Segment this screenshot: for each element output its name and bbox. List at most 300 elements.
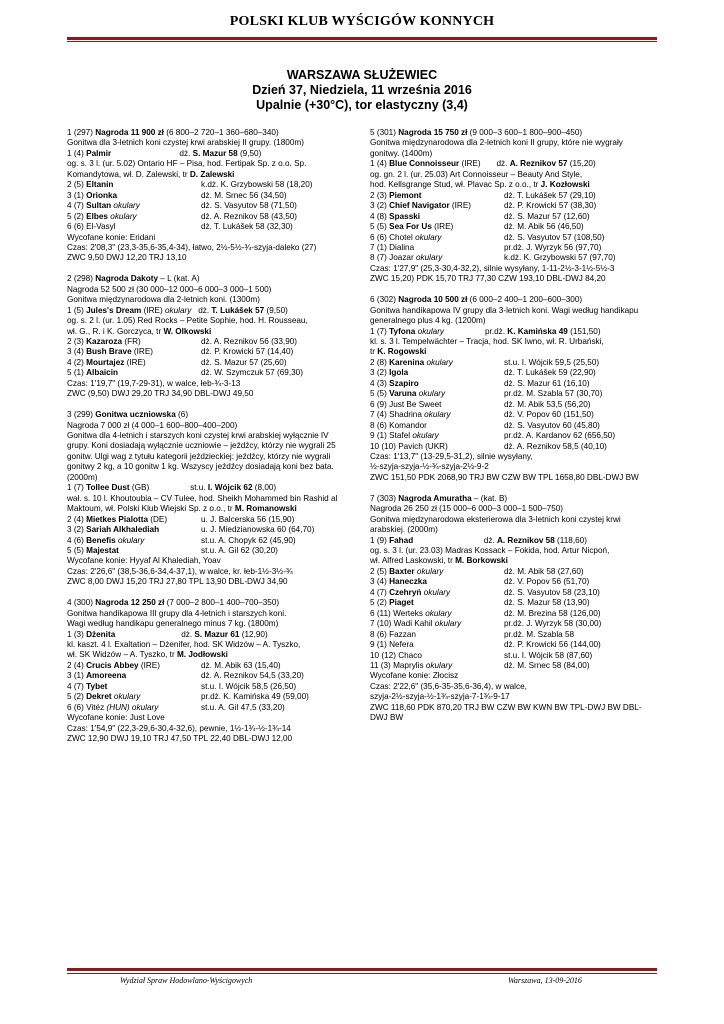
finisher-horse bbox=[67, 671, 201, 681]
finisher-name: Fazzan bbox=[389, 629, 416, 639]
finisher-name: Crucis Abbey bbox=[86, 660, 139, 670]
finisher-horse bbox=[67, 222, 201, 232]
finisher-horse bbox=[67, 546, 201, 556]
finisher-row bbox=[67, 692, 349, 702]
finisher-row bbox=[67, 337, 349, 347]
finisher-name: Sultan bbox=[86, 201, 112, 211]
winner-text: Blue Connoisseur bbox=[389, 159, 460, 169]
race-heading bbox=[67, 598, 349, 608]
finisher-position: 4 (7) bbox=[67, 681, 87, 691]
pedigree-text: kl. s. 3 l. Tempelwächter – Tracja, hod. SK Iwno, wł. R. Urbański, bbox=[370, 337, 604, 346]
winner-text: (9,50) bbox=[237, 148, 262, 158]
pedigree-text: W. Olkowski bbox=[163, 326, 212, 336]
winner-pedigree bbox=[370, 337, 652, 347]
finisher-suffix: okulary bbox=[111, 692, 141, 702]
finisher-horse bbox=[370, 431, 504, 441]
finisher-row bbox=[370, 421, 652, 431]
finisher-position: 2 (5) bbox=[370, 566, 390, 576]
finisher-row bbox=[370, 661, 652, 671]
finisher-suffix: (IRE) bbox=[124, 357, 146, 367]
finisher-suffix: okulary bbox=[421, 410, 451, 420]
winner-text: I. Wójcik 62 bbox=[207, 483, 253, 493]
finisher-row bbox=[67, 671, 349, 681]
finisher-horse bbox=[370, 661, 504, 671]
race-description: Nagroda 26 250 zł (15 000–6 000–3 000–1 500–750) bbox=[370, 504, 564, 514]
race-summary-line: ZWC (9,50) DWJ 29,20 TRJ 34,90 DBL-DWJ 49,50 bbox=[67, 389, 254, 399]
finisher-position: 9 (1) bbox=[370, 640, 390, 650]
finisher-row bbox=[67, 546, 349, 556]
winner-pedigree bbox=[370, 556, 652, 566]
pedigree-text: wł. Alfred Laskowski, tr bbox=[370, 556, 456, 566]
finisher-jockey: dż. S. Mazur 61 (16,10) bbox=[504, 378, 590, 388]
finisher-horse bbox=[67, 368, 201, 378]
page-header-title: POLSKI KLUB WYŚCIGÓW KONNYCH bbox=[229, 14, 495, 29]
winner-text: Palmir bbox=[86, 148, 112, 158]
finisher-row bbox=[370, 191, 652, 201]
winner-line bbox=[370, 327, 652, 337]
finisher-name: Benefis bbox=[86, 535, 116, 545]
winner-text: dż. bbox=[413, 535, 497, 545]
winner-text: (12,90) bbox=[239, 629, 268, 639]
winner-text: S. Mazur 58 bbox=[192, 148, 238, 158]
race-summary-line: Wycofane konie: Hyyaf Al Khalediah, Yoav bbox=[67, 556, 221, 566]
race-description: Nagroda 52 500 zł (30 000–12 000–6 000–3 000–1 500) bbox=[67, 284, 272, 294]
finisher-position: 4 (2) bbox=[67, 357, 87, 367]
finisher-suffix: okulary bbox=[432, 619, 462, 629]
race-block bbox=[67, 128, 349, 264]
finisher-horse bbox=[67, 347, 201, 357]
race-heading bbox=[370, 128, 652, 138]
finisher-row bbox=[370, 567, 652, 577]
finisher-name: Szapiro bbox=[389, 378, 419, 388]
finisher-row bbox=[67, 661, 349, 671]
winner-text: dż. bbox=[111, 148, 193, 158]
finisher-jockey: dż. M. Brezina 58 (126,00) bbox=[504, 608, 601, 618]
finisher-name: Tybet bbox=[86, 681, 108, 691]
finisher-row bbox=[67, 525, 349, 535]
finisher-position: 3 (2) bbox=[67, 525, 87, 535]
finisher-name: Mourtajez bbox=[86, 357, 125, 367]
finisher-position: 3 (2) bbox=[370, 201, 390, 211]
race-heading-text: (301) bbox=[376, 128, 399, 137]
finisher-name: Varuna bbox=[389, 389, 417, 399]
race-heading-text: (297) bbox=[73, 128, 96, 137]
finisher-jockey: dż. P. Krowicki 56 (144,00) bbox=[504, 640, 601, 650]
finisher-name: Pavich bbox=[398, 441, 423, 451]
finisher-name: Komandor bbox=[389, 420, 427, 430]
footer-date: Warszawa, 13-09-2016 bbox=[508, 976, 582, 985]
finisher-jockey: dż. P. Krowicki 57 (14,40) bbox=[201, 347, 294, 357]
finisher-position: 6 (6) bbox=[67, 222, 87, 232]
finisher-name: Amoreena bbox=[86, 671, 127, 681]
finisher-suffix: okulary bbox=[413, 253, 443, 263]
finisher-position: 6 (11) bbox=[370, 608, 394, 618]
winner-text: (8,00) bbox=[252, 483, 277, 493]
finisher-jockey: k.dż. K. Grzybowski 58 (18,20) bbox=[201, 180, 313, 190]
winner-text: A. Reznikov 58 bbox=[496, 535, 555, 545]
finisher-suffix: okulary bbox=[410, 431, 439, 441]
finisher-jockey: dż. S. Vasyutov 57 (108,50) bbox=[504, 232, 605, 242]
finisher-name: Wadi Kahil bbox=[393, 619, 433, 629]
winner-text: (GB) st.u. bbox=[129, 483, 208, 493]
race-heading-text: 4 bbox=[67, 598, 74, 608]
pedigree-text: og. s. 3 l. (ur. 23.03) Madras Kossack – Fokida, hod. Artur Nicpoń, bbox=[370, 546, 610, 555]
finisher-row bbox=[67, 682, 349, 692]
finisher-jockey: st.u. I. Wójcik 58 (87,60) bbox=[504, 650, 593, 660]
winner-text: (151,50) bbox=[567, 326, 601, 336]
finisher-suffix: okulary bbox=[115, 535, 145, 545]
finisher-suffix: okulary bbox=[424, 357, 453, 367]
finisher-row bbox=[67, 201, 349, 211]
finisher-name: Maprylis bbox=[393, 660, 424, 670]
pedigree-text: kl. kaszt. 4 l. Exaltation – Dżenifer, hod. SK Widzów – A. Tyszko, bbox=[67, 640, 301, 650]
race-block bbox=[370, 494, 652, 724]
race-heading bbox=[370, 494, 652, 504]
winner-line bbox=[67, 149, 349, 159]
finisher-position: 7 (4) bbox=[370, 410, 390, 420]
finisher-jockey: dż. M. Abik 56 (46,50) bbox=[504, 222, 584, 232]
race-heading-text: (298) bbox=[73, 274, 96, 284]
footer-rule bbox=[67, 968, 657, 971]
finisher-horse bbox=[67, 525, 201, 535]
race-description: Gonitwa handikapowa IV grupy dla 3-letnich koni. Wagi według handikapu generalnego plus 4 kg. (1200m) bbox=[370, 305, 639, 326]
finisher-position: 8 (6) bbox=[370, 629, 390, 639]
pedigree-text: og. s. 3 l. (ur. 5.02) Ontario HF – Pisa, hod. Fertipak Sp. z o.o. Sp. bbox=[67, 159, 307, 169]
race-description: Gonitwa dla 3-letnich koni czystej krwi arabskiej II grupy. (1800m) bbox=[67, 138, 304, 148]
finisher-horse bbox=[67, 692, 201, 702]
finisher-position: 10 (12) bbox=[370, 650, 399, 660]
finisher-jockey: dż. W. Szymczuk 57 (69,30) bbox=[201, 368, 303, 378]
finisher-name: Bush Brave bbox=[86, 347, 132, 357]
race-heading-text: (300) bbox=[73, 598, 96, 608]
winner-text: Tyfona bbox=[389, 326, 416, 336]
finisher-jockey: pr.dż. K. Kamińska 49 (59,00) bbox=[201, 692, 309, 702]
winner-text: 1 (7) bbox=[67, 483, 87, 493]
race-summary-line: Czas: 1'13,7" (13-29,5-31,2), silnie wysyłany, bbox=[370, 451, 533, 461]
finisher-position: 2 (5) bbox=[67, 180, 87, 190]
pedigree-text: M. Jodłowski bbox=[176, 650, 228, 660]
winner-text: K. Kamińska 49 bbox=[507, 326, 568, 336]
finisher-name: Piaget bbox=[389, 598, 414, 608]
finisher-suffix: okulary bbox=[412, 232, 442, 242]
race-summary-line: ZWC 118,60 PDK 870,20 TRJ BW CZW BW KWN BW TPL-DWJ BW DBL-DWJ BW bbox=[370, 702, 642, 723]
finisher-horse bbox=[370, 442, 504, 452]
race-heading-text: – (kat. B) bbox=[471, 493, 508, 503]
finisher-position: 8 (7) bbox=[370, 253, 390, 263]
finisher-name: Dekret bbox=[86, 692, 112, 702]
finisher-name: Nefera bbox=[389, 640, 414, 650]
finisher-horse bbox=[370, 567, 504, 577]
finisher-horse bbox=[370, 630, 504, 640]
finisher-name: Mietkes Pialotta bbox=[86, 514, 149, 524]
results-column-left bbox=[67, 128, 349, 755]
race-heading bbox=[67, 128, 349, 138]
race-description: Gonitwa międzynarodowa eksterierowa dla 3-letnich koni czystej krwi arabskiej. (2000m) bbox=[370, 514, 621, 535]
winner-pedigree bbox=[67, 316, 349, 326]
race-heading-text: 5 bbox=[370, 128, 377, 137]
race-heading-text: Nagroda Amuratha bbox=[398, 493, 472, 503]
winner-line bbox=[370, 159, 652, 169]
race-heading-text: Nagroda 12 250 zł bbox=[95, 598, 165, 608]
race-summary-line: ZWC 151,50 PDK 2068,90 TRJ BW CZW BW TPL 1658,80 DBL-DWJ BW bbox=[370, 472, 639, 482]
finisher-name: Chaco bbox=[398, 650, 422, 660]
event-conditions: Upalnie (+30°C), tor elastyczny (3,4) bbox=[256, 98, 468, 112]
finisher-name: Orionka bbox=[86, 190, 118, 200]
finisher-jockey: dż. A. Reznikov 54,5 (33,20) bbox=[201, 671, 304, 681]
race-heading-text: 7 bbox=[370, 493, 377, 503]
finisher-name: Shadrina bbox=[389, 410, 422, 420]
race-heading bbox=[67, 410, 349, 420]
finisher-name: Just Be Sweet bbox=[389, 399, 442, 409]
race-summary-line: ½-szyja-szyja-½-¾-szyja-2½-9-2 bbox=[370, 462, 489, 472]
race-heading-text: (299) bbox=[73, 410, 96, 420]
finisher-name: Piemont bbox=[389, 190, 422, 200]
finisher-name: Werteks bbox=[393, 608, 423, 618]
finisher-suffix: (HUN) okulary bbox=[104, 702, 159, 712]
finisher-row bbox=[67, 515, 349, 525]
winner-pedigree bbox=[67, 327, 349, 337]
finisher-jockey: st.u. I. Wójcik 58,5 (26,50) bbox=[201, 681, 297, 691]
finisher-jockey: dż. V. Popov 60 (151,50) bbox=[504, 410, 594, 420]
winner-text: S. Mazur 61 bbox=[194, 629, 240, 639]
finisher-row bbox=[370, 368, 652, 378]
race-description: Gonitwa międzynarodowa dla 2-letnich koni. (1300m) bbox=[67, 295, 260, 305]
race-heading-text: (6) bbox=[175, 410, 189, 420]
winner-line bbox=[67, 630, 349, 640]
finisher-position: 6 (9) bbox=[370, 399, 390, 409]
pedigree-text: og. gn. 2 l. (ur. 25.03) Art Connoisseur – Beauty And Style, bbox=[370, 169, 583, 179]
finisher-row bbox=[67, 358, 349, 368]
pedigree-text: K. Rogowski bbox=[377, 347, 427, 357]
winner-text: dż. bbox=[191, 305, 212, 315]
finisher-horse bbox=[67, 180, 201, 190]
finisher-suffix: okulary bbox=[414, 566, 444, 576]
finisher-position: 3 (1) bbox=[67, 671, 87, 681]
pedigree-text: tr bbox=[370, 347, 378, 357]
finisher-jockey: dż. T. Lukášek 58 (32,30) bbox=[201, 222, 293, 232]
race-heading-text: Gonitwa uczniowska bbox=[95, 410, 176, 420]
finisher-jockey: dż. M. Srnec 56 (34,50) bbox=[201, 190, 287, 200]
finisher-position: 3 (1) bbox=[67, 190, 87, 200]
finisher-horse bbox=[67, 358, 201, 368]
finisher-jockey: dż. S. Mazur 57 (25,60) bbox=[201, 357, 287, 367]
winner-text: okulary bbox=[415, 326, 445, 336]
race-heading-text: Nagroda Dakoty bbox=[95, 274, 159, 284]
finisher-row bbox=[370, 243, 652, 253]
finisher-row bbox=[67, 212, 349, 222]
winner-text: 1 (5) bbox=[67, 305, 87, 315]
finisher-name: Dialina bbox=[389, 242, 415, 252]
finisher-horse bbox=[370, 598, 504, 608]
footer-department: Wydział Spraw Hodowlano-Wyścigowych bbox=[120, 976, 253, 985]
race-description: Nagroda 7 000 zł (4 000–1 600–800–400–200) bbox=[67, 420, 238, 430]
finisher-horse bbox=[370, 212, 504, 222]
race-summary-line: Czas: 2'22,6" (35,6-35-35,6-36,4), w walce, bbox=[370, 681, 527, 691]
finisher-row bbox=[370, 577, 652, 587]
finisher-horse bbox=[370, 577, 504, 587]
race-summary-line: ZWC 8,00 DWJ 15,20 TRJ 27,80 TPL 13,90 DBL-DWJ 34,90 bbox=[67, 577, 288, 587]
finisher-name: Chotel bbox=[389, 232, 413, 242]
race-summary-line: Wycofane konie: Eridani bbox=[67, 232, 156, 242]
finisher-position: 2 (3) bbox=[67, 337, 87, 346]
finisher-horse bbox=[370, 410, 504, 420]
finisher-row bbox=[67, 222, 349, 232]
finisher-horse bbox=[67, 191, 201, 201]
footer-rule-thin bbox=[67, 973, 657, 974]
finisher-row bbox=[370, 379, 652, 389]
finisher-jockey: u. J. Balcerska 56 (15,90) bbox=[201, 514, 295, 524]
winner-text: Jules's Dream bbox=[86, 305, 142, 315]
winner-text: Fahad bbox=[389, 535, 414, 545]
finisher-suffix: (DE) bbox=[148, 514, 168, 524]
race-heading bbox=[67, 274, 349, 284]
finisher-suffix: (IRE) bbox=[431, 222, 454, 232]
winner-text: (9,50) bbox=[264, 305, 288, 315]
finisher-position: 9 (1) bbox=[370, 431, 390, 441]
finisher-jockey: dż. A. Reznikov 58 (43,50) bbox=[201, 211, 298, 221]
pedigree-text: Komandytowa, wł. D. Zalewski, tr bbox=[67, 169, 190, 179]
race-heading-text: (303) bbox=[376, 493, 399, 503]
finisher-position: 11 (3) bbox=[370, 660, 394, 670]
finisher-position: 6 (6) bbox=[67, 702, 87, 712]
header-rule bbox=[67, 37, 657, 40]
event-title: WARSZAWA SŁUŻEWIEC bbox=[286, 68, 438, 82]
finisher-row bbox=[370, 619, 652, 629]
race-summary-line: Wycofane konie: Złocisz bbox=[370, 671, 459, 681]
finisher-horse bbox=[67, 703, 201, 713]
race-heading-text: Nagroda 10 500 zł bbox=[398, 295, 468, 305]
finisher-horse bbox=[67, 661, 201, 671]
race-heading-text: Nagroda 15 750 zł bbox=[398, 128, 468, 137]
finisher-horse bbox=[370, 358, 504, 368]
race-block bbox=[370, 128, 652, 285]
finisher-position: 4 (3) bbox=[370, 378, 390, 388]
race-description: Gonitwa międzynarodowa dla 2-letnich koni II grupy, które nie wygrały gonitwy. (1400m) bbox=[370, 138, 623, 158]
pedigree-text: M. Borkowski bbox=[455, 556, 508, 566]
finisher-horse bbox=[370, 191, 504, 201]
finisher-position: 2 (4) bbox=[67, 514, 87, 524]
finisher-position: 4 (6) bbox=[67, 535, 87, 545]
finisher-jockey: dż. M. Abik 63 (15,40) bbox=[201, 660, 281, 670]
finisher-position: 2 (4) bbox=[67, 660, 87, 670]
pedigree-text: D. Zalewski bbox=[189, 169, 235, 179]
finisher-row bbox=[67, 368, 349, 378]
race-heading-text: 3 bbox=[67, 410, 74, 420]
winner-text: 1 (4) bbox=[370, 159, 390, 169]
winner-text: (15,20) bbox=[567, 159, 596, 169]
pedigree-text: hod. Kellsgrange Stud, wł. Plavac Sp. z o.o., tr bbox=[370, 180, 541, 190]
finisher-horse bbox=[67, 212, 201, 222]
finisher-suffix: okulary bbox=[111, 201, 140, 211]
pedigree-text: J. Kozłowski bbox=[540, 180, 590, 190]
winner-line bbox=[67, 483, 349, 493]
winner-line bbox=[370, 536, 652, 546]
finisher-jockey: pr.dż. J. Wyrzyk 58 (30,00) bbox=[504, 619, 602, 629]
finisher-position: 6 (6) bbox=[370, 232, 390, 242]
finisher-horse bbox=[370, 609, 504, 619]
finisher-row bbox=[370, 588, 652, 598]
winner-line bbox=[67, 306, 349, 316]
finisher-name: Baxter bbox=[389, 566, 415, 576]
race-heading-text: Nagroda 11 900 zł bbox=[95, 128, 164, 137]
finisher-horse bbox=[370, 640, 504, 650]
pedigree-text: M. Romanowski bbox=[234, 504, 297, 514]
finisher-horse bbox=[370, 201, 504, 211]
finisher-row bbox=[370, 431, 652, 441]
winner-pedigree bbox=[67, 494, 349, 515]
winner-pedigree bbox=[370, 347, 652, 357]
winner-text: Dżenita bbox=[86, 629, 116, 639]
finisher-horse bbox=[370, 368, 504, 378]
finisher-horse bbox=[370, 400, 504, 410]
finisher-name: Haneczka bbox=[389, 577, 427, 587]
finisher-jockey: st.u. A. Chopyk 62 (45,90) bbox=[201, 535, 296, 545]
finisher-row bbox=[370, 233, 652, 243]
race-summary-line: szyja-2½-szyja-½-1¾-szyja-7-1¾-9-17 bbox=[370, 692, 510, 702]
race-heading-text: (7 000–2 800–1 400–700–350) bbox=[164, 598, 280, 608]
winner-text: 1 (9) bbox=[370, 535, 390, 545]
race-summary-line: Czas: 2'08,3" (23,3-35,6-35,4-34), łatwo, 2½-5½-¾-szyja-daleko (27) bbox=[67, 242, 317, 252]
winner-text: T. Lukášek 57 bbox=[211, 305, 265, 315]
finisher-row bbox=[370, 212, 652, 222]
race-block bbox=[67, 274, 349, 399]
finisher-row bbox=[370, 222, 652, 232]
finisher-suffix: okulary bbox=[107, 211, 137, 221]
winner-text: A. Reznikov 57 bbox=[509, 159, 568, 169]
finisher-name: Joazar bbox=[389, 253, 414, 263]
finisher-horse bbox=[67, 337, 201, 347]
finisher-suffix: okulary bbox=[423, 660, 453, 670]
event-title-block bbox=[0, 68, 724, 113]
finisher-position: 4 (8) bbox=[370, 211, 390, 221]
winner-text: 1 (3) bbox=[67, 629, 87, 639]
finisher-horse bbox=[370, 233, 504, 243]
finisher-position: 8 (6) bbox=[370, 420, 390, 430]
finisher-row bbox=[370, 598, 652, 608]
finisher-name: Kazaroza bbox=[86, 337, 123, 346]
race-heading-text: 6 bbox=[370, 295, 377, 305]
finisher-name: Sea For Us bbox=[389, 222, 432, 232]
finisher-position: 2 (3) bbox=[370, 190, 390, 200]
finisher-row bbox=[370, 609, 652, 619]
finisher-name: Elbes bbox=[86, 211, 108, 221]
finisher-name: Karenina bbox=[389, 357, 425, 367]
finisher-row bbox=[370, 201, 652, 211]
finisher-position: 7 (10) bbox=[370, 619, 394, 629]
finisher-row bbox=[370, 442, 652, 452]
finisher-name: Albaicin bbox=[86, 368, 118, 378]
finisher-row bbox=[370, 358, 652, 368]
finisher-name: Stafel bbox=[389, 431, 411, 441]
winner-text: okulary bbox=[164, 305, 192, 315]
finisher-jockey: dż. S. Vasyutov 58 (23,10) bbox=[504, 587, 600, 597]
finisher-horse bbox=[370, 253, 504, 263]
finisher-suffix: (IRE) bbox=[131, 347, 154, 357]
finisher-suffix: (FR) bbox=[122, 337, 141, 346]
finisher-horse bbox=[67, 536, 201, 546]
finisher-suffix: (UKR) bbox=[422, 441, 448, 451]
finisher-suffix: okulary bbox=[416, 389, 446, 399]
finisher-jockey: st.u. A. Gil 62 (30,20) bbox=[201, 546, 278, 555]
finisher-row bbox=[67, 180, 349, 190]
finisher-horse bbox=[370, 421, 504, 431]
finisher-jockey: dż. T. Lukášek 59 (22,90) bbox=[504, 368, 596, 378]
pedigree-text: wł. SK Widzów – A. Tyszko, tr bbox=[67, 650, 177, 660]
finisher-jockey: dż. M. Srnec 58 (84,00) bbox=[504, 660, 590, 670]
winner-text: pr.dż. bbox=[444, 326, 508, 336]
winner-pedigree bbox=[67, 650, 349, 660]
winner-pedigree bbox=[370, 180, 652, 190]
